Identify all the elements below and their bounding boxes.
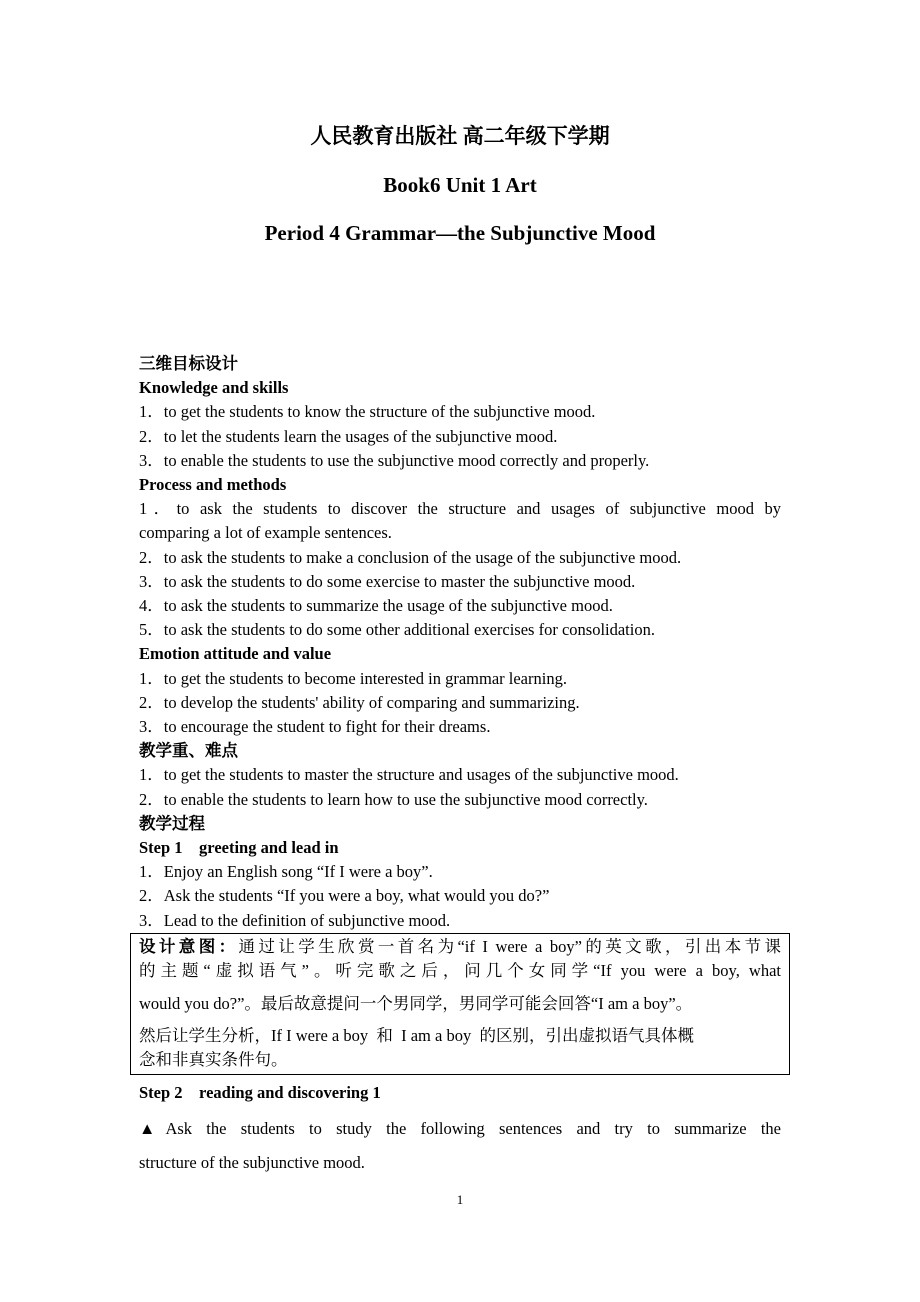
step1-heading: Step 1 greeting and lead in xyxy=(139,838,339,858)
list-item: 2．Ask the students “If you were a boy, what would you do?” xyxy=(139,886,550,906)
document-body xyxy=(139,352,781,1175)
period-title: Period 4 Grammar—the Subjunctive Mood xyxy=(264,221,656,245)
process-heading: Process and methods xyxy=(139,475,287,495)
list-item: 3．Lead to the definition of subjunctive mood. xyxy=(139,910,451,930)
list-item: 3．to ask the students to do some exercise to master the subjunctive mood. xyxy=(139,571,636,591)
list-item: 4．to ask the students to summarize the usage of the subjunctive mood. xyxy=(139,596,613,616)
list-item: 2．to enable the students to learn how to use the subjunctive mood correctly. xyxy=(139,789,648,809)
list-item: 2．to let the students learn the usages of the subjunctive mood. xyxy=(139,426,558,446)
key-points-heading: 教学重、难点 xyxy=(139,741,238,761)
list-item: 5．to ask the students to do some other additional exercises for consolidation. xyxy=(139,620,655,640)
step2-task: ▲Ask the students to study the following sentences and try to summarize the xyxy=(139,1119,781,1139)
design-intent-line: would you do?”。最后故意提问一个男同学，男同学可能会回答“I am a boy”。 xyxy=(139,993,693,1013)
publisher-title: 人民教育出版社 高二年级下学期 xyxy=(310,124,610,148)
design-intent-line: 设计意图：通过让学生欣赏一首名为“if I were a boy”的英文歌，引出本节课 xyxy=(139,936,781,956)
list-item: 1．Enjoy an English song “If I were a boy”. xyxy=(139,862,433,882)
design-intent-box xyxy=(130,933,790,1075)
design-intent-line: 然后让学生分析，If I were a boy 和 I am a boy 的区别，引出虚拟语气具体概 xyxy=(139,1025,694,1045)
list-item: 3．to enable the students to use the subjunctive mood correctly and properly. xyxy=(139,450,650,470)
design-intent-line: 念和非真实条件句。 xyxy=(139,1049,288,1069)
unit-title: Book6 Unit 1 Art xyxy=(383,173,537,197)
step2-heading: Step 2 reading and discovering 1 xyxy=(139,1082,381,1102)
emotion-heading: Emotion attitude and value xyxy=(139,644,332,664)
list-item: 1．to get the students to know the structure of the subjunctive mood. xyxy=(139,402,596,422)
list-item-continuation: comparing a lot of example sentences. xyxy=(139,523,392,543)
list-item: 3．to encourage the student to fight for their dreams. xyxy=(139,717,491,737)
design-intent-line: 的主题“虚拟语气”。听完歌之后，问几个女同学“If you were a boy, what xyxy=(139,960,781,980)
page-number: 1 xyxy=(456,1192,464,1207)
list-item: 2．to develop the students' ability of comparing and summarizing. xyxy=(139,692,580,712)
list-item: 1．to get the students to master the structure and usages of the subjunctive mood. xyxy=(139,765,679,785)
goals-heading: 三维目标设计 xyxy=(139,354,238,373)
procedure-heading: 教学过程 xyxy=(139,813,205,833)
design-intent-label: 设计意图： xyxy=(139,936,239,956)
list-item: 1．to get the students to become interested in grammar learning. xyxy=(139,668,567,688)
step2-task-continuation: structure of the subjunctive mood. xyxy=(139,1153,365,1173)
knowledge-heading: Knowledge and skills xyxy=(139,378,289,398)
list-item: 1．to ask the students to discover the structure and usages of subjunctive mood by xyxy=(139,499,781,519)
list-item: 2．to ask the students to make a conclusion of the usage of the subjunctive mood. xyxy=(139,547,682,567)
